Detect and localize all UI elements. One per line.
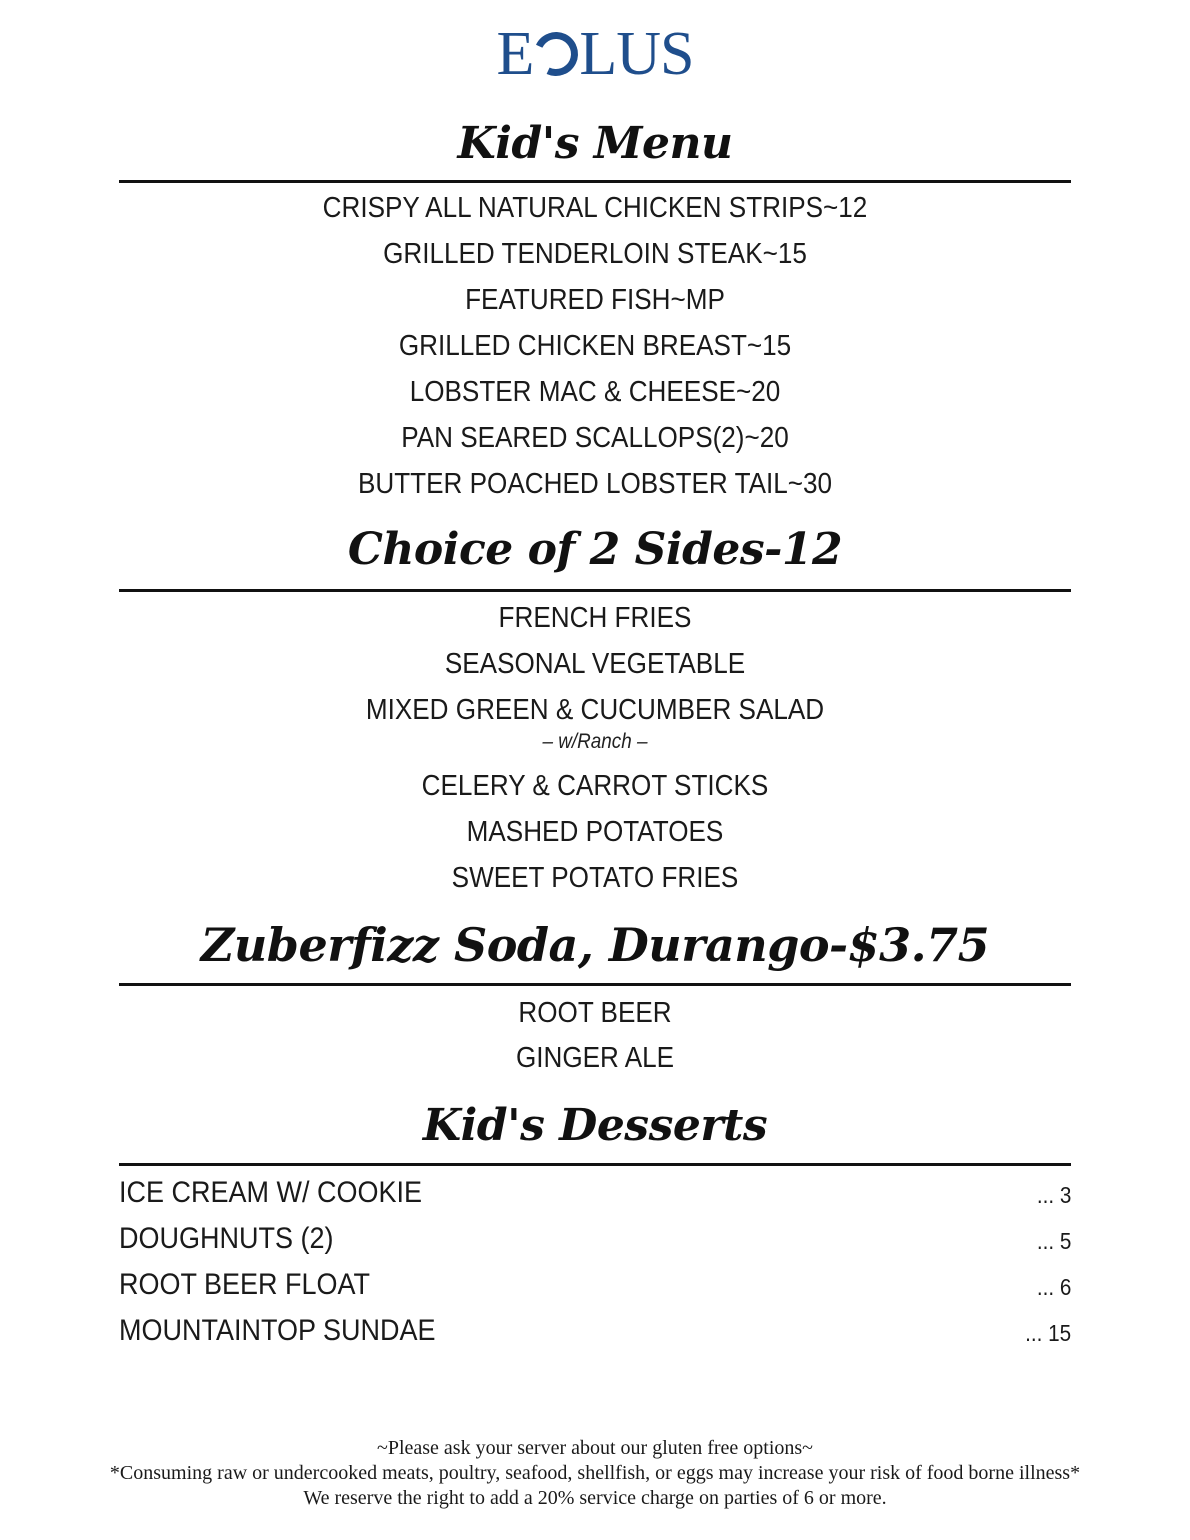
food-safety-warning: *Consuming raw or undercooked meats, poultry, seafood, shellfish, or eggs may increase your risk of food borne illness* <box>109 1462 1081 1484</box>
soda-item: ROOT BEER <box>518 997 672 1029</box>
menu-item: CRISPY ALL NATURAL CHICKEN STRIPS~12 <box>322 192 868 224</box>
restaurant-logo: E LUS <box>496 20 694 88</box>
divider <box>119 1163 1071 1166</box>
menu-item: GRILLED TENDERLOIN STEAK~15 <box>383 238 807 270</box>
dessert-price: ... 5 <box>1036 1228 1071 1254</box>
dessert-name: DOUGHNUTS (2) <box>119 1222 334 1255</box>
side-item: SEASONAL VEGETABLE <box>444 648 746 680</box>
divider <box>119 589 1071 592</box>
menu-item: LOBSTER MAC & CHEESE~20 <box>409 376 781 408</box>
side-item: MIXED GREEN & CUCUMBER SALAD <box>365 694 825 726</box>
side-item: CELERY & CARROT STICKS <box>421 770 769 802</box>
menu-item: PAN SEARED SCALLOPS(2)~20 <box>401 422 789 454</box>
dessert-row <box>119 1265 1071 1305</box>
dessert-row <box>119 1219 1071 1259</box>
dessert-name: ICE CREAM W/ COOKIE <box>119 1176 423 1209</box>
dessert-name: MOUNTAINTOP SUNDAE <box>119 1314 436 1347</box>
dessert-name: ROOT BEER FLOAT <box>119 1268 371 1301</box>
salad-dressing-note: – w/Ranch – <box>542 730 648 753</box>
menu-item: BUTTER POACHED LOBSTER TAIL~30 <box>357 468 833 500</box>
logo-swirl-icon <box>528 26 584 82</box>
dessert-price: ... 3 <box>1036 1182 1071 1208</box>
divider <box>119 180 1071 183</box>
side-item: MASHED POTATOES <box>466 816 724 848</box>
side-item: SWEET POTATO FRIES <box>451 862 739 894</box>
menu-item: GRILLED CHICKEN BREAST~15 <box>398 330 792 362</box>
soda-heading: Zuberfizz Soda, Durango-$3.75 <box>200 918 990 972</box>
kids-menu-heading: Kid's Menu <box>457 118 733 169</box>
divider <box>119 983 1071 986</box>
soda-item: GINGER ALE <box>515 1042 675 1074</box>
menu-item: FEATURED FISH~MP <box>465 284 725 316</box>
dessert-price: ... 15 <box>1024 1320 1071 1346</box>
service-charge-note: We reserve the right to add a 20% service charge on parties of 6 or more. <box>303 1487 887 1509</box>
dessert-row <box>119 1311 1071 1351</box>
desserts-heading: Kid's Desserts <box>422 1100 768 1151</box>
sides-heading: Choice of 2 Sides-12 <box>347 524 843 575</box>
dessert-row <box>119 1173 1071 1213</box>
gluten-free-note: ~Please ask your server about our gluten free options~ <box>377 1437 813 1459</box>
side-item: FRENCH FRIES <box>498 602 692 634</box>
dessert-price: ... 6 <box>1036 1274 1071 1300</box>
